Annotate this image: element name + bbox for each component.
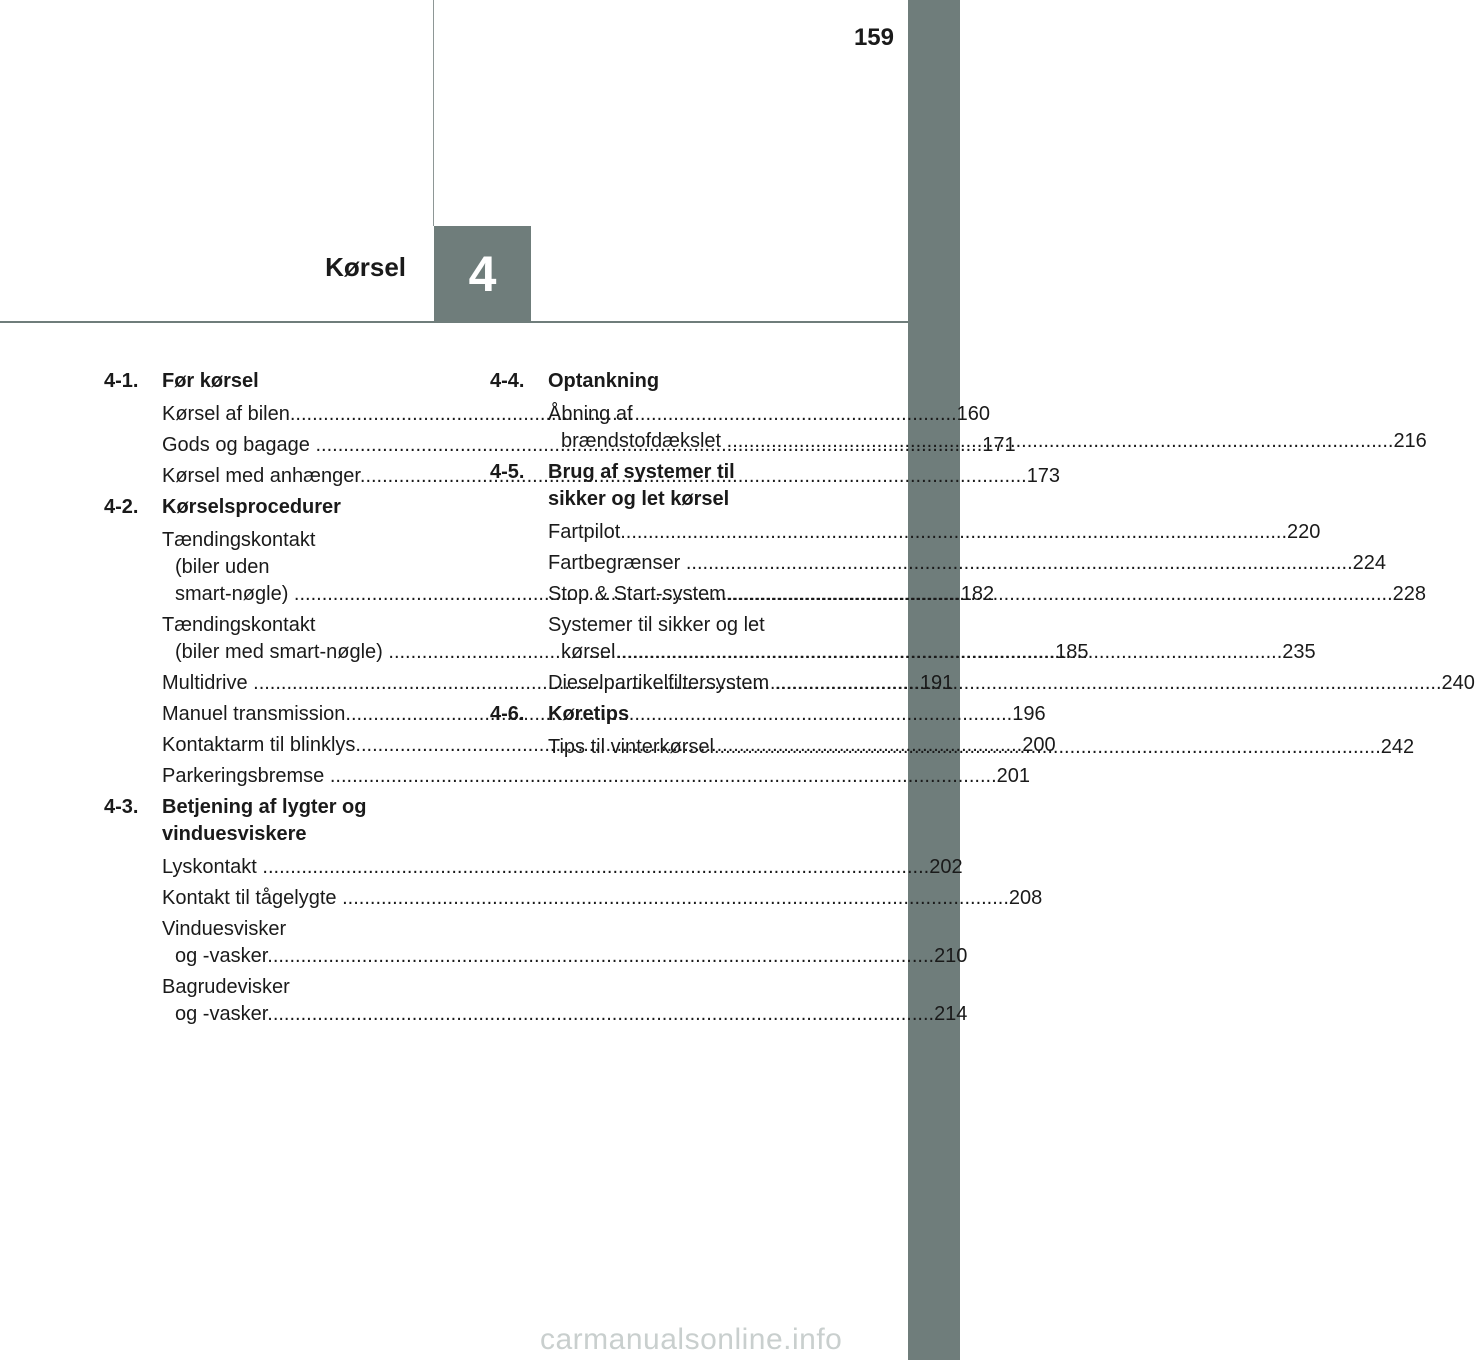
entry-page-number: 242	[1380, 736, 1415, 758]
chapter-number: 4	[468, 246, 497, 302]
entry-text-line: Kørsel med anhænger	[162, 465, 360, 487]
entry-text-line: brændstofdækslet	[561, 430, 727, 452]
entry-page-number: 240	[1441, 672, 1475, 694]
entry-text-line: (biler uden	[175, 556, 270, 578]
toc-entry[interactable]	[162, 854, 963, 881]
entry-text-line: Multidrive	[162, 672, 254, 694]
entry-page-number: 235	[1282, 641, 1316, 663]
section-title-line: vinduesviskere	[162, 823, 307, 845]
section-title-line: Kørselsprocedurer	[162, 496, 341, 518]
entry-text-line: Bagrudevisker	[162, 976, 290, 998]
section-title	[548, 459, 846, 513]
toc-entry[interactable]	[162, 885, 1043, 912]
entry-page-number: 200	[1022, 734, 1056, 756]
entry-last-line	[548, 519, 1321, 546]
section-title-line: Før kørsel	[162, 370, 259, 392]
section-title-line: Optankning	[548, 370, 660, 392]
entry-text-line: Kontakt til tågelygte	[162, 887, 343, 909]
entry-text-line: og -vasker	[175, 945, 268, 967]
toc-section-heading[interactable]	[490, 368, 846, 395]
chapter-title: Kørsel	[325, 252, 406, 282]
watermark: carmanualsonline.info	[540, 1323, 843, 1356]
section-title	[162, 794, 460, 848]
entry-text-line: Tips til vinterkørsel	[548, 736, 714, 758]
section-title	[548, 701, 846, 728]
entry-page-number: 202	[929, 856, 963, 878]
entry-last-line	[548, 550, 1387, 577]
section-number: 4-3.	[104, 796, 139, 818]
dot-leader	[726, 583, 1393, 605]
dot-leader	[267, 945, 934, 967]
entry-page-number: 220	[1287, 521, 1321, 543]
toc-section-heading[interactable]	[104, 794, 460, 848]
entry-text-line: Gods og bagage	[162, 434, 316, 456]
section-number: 4-6.	[490, 703, 525, 725]
toc-section-heading[interactable]	[490, 459, 846, 513]
entry-text-line: Systemer til sikker og let	[548, 614, 765, 636]
entry-last-line	[162, 943, 968, 970]
dot-leader	[727, 430, 1394, 452]
section-title-line: Betjening af lygter og	[162, 796, 367, 818]
dot-leader	[615, 641, 1282, 663]
entry-page-number: 228	[1392, 583, 1427, 605]
entry-text-line: Manuel transmission	[162, 703, 346, 725]
entry-last-line	[162, 763, 1031, 790]
section-title	[162, 494, 460, 521]
entry-page-number: 196	[1012, 703, 1046, 725]
dot-leader	[775, 672, 1442, 694]
entry-page-number: 224	[1352, 552, 1387, 574]
section-number: 4-5.	[490, 461, 525, 483]
toc-section-heading[interactable]	[104, 494, 460, 521]
toc-entry[interactable]	[548, 550, 1387, 577]
toc-entry[interactable]	[162, 763, 1031, 790]
entry-page-number: 216	[1393, 430, 1427, 452]
entry-page-number: 191	[919, 672, 954, 694]
section-number: 4-1.	[104, 370, 139, 392]
entry-text-line: smart-nøgle)	[175, 583, 294, 605]
entry-text-line: Kørsel af bilen	[162, 403, 290, 425]
entry-text-line: Åbning af	[548, 403, 633, 425]
entry-page-number: 171	[982, 434, 1016, 456]
section-title	[548, 368, 846, 395]
entry-text-line: Vinduesvisker	[162, 918, 287, 940]
entry-text-line: kørsel	[561, 641, 616, 663]
toc-section-heading[interactable]	[490, 701, 846, 728]
entry-page-number: 201	[996, 765, 1031, 787]
entry-page-number: 210	[934, 945, 968, 967]
dot-leader	[267, 1003, 934, 1025]
dot-leader	[686, 552, 1353, 574]
chapter-number-badge	[434, 226, 531, 322]
section-title-line: Brug af systemer til	[548, 461, 735, 483]
dot-leader	[714, 736, 1381, 758]
entry-text-line: Stop & Start-system	[548, 583, 726, 605]
section-number: 4-4.	[490, 370, 525, 392]
entry-page-number: 160	[956, 403, 991, 425]
entry-page-number: 185	[1055, 641, 1089, 663]
entry-last-line	[162, 885, 1043, 912]
entry-page-number: 173	[1026, 465, 1061, 487]
dot-leader	[620, 521, 1287, 543]
entry-text-line: Lyskontakt	[162, 856, 263, 878]
entry-text-line: Fartpilot	[548, 521, 621, 543]
toc-entry[interactable]	[548, 519, 1321, 546]
toc-entry[interactable]	[162, 974, 968, 1028]
section-title-line: Køretips	[548, 703, 630, 725]
entry-text-line: Parkeringsbremse	[162, 765, 330, 787]
entry-text-line: Dieselpartikelfiltersystem	[548, 672, 775, 694]
section-title-line: sikker og let kørsel	[548, 488, 730, 510]
toc-section-heading[interactable]	[104, 368, 460, 395]
section-title	[162, 368, 460, 395]
page-number: 159	[853, 24, 894, 51]
entry-page-number: 214	[934, 1003, 968, 1025]
entry-text-line: Tændingskontakt	[162, 614, 316, 636]
entry-text-line: Kontaktarm til blinklys	[162, 734, 356, 756]
header-divider-vertical	[433, 0, 434, 226]
entry-text-line: Tændingskontakt	[162, 529, 316, 551]
entry-last-line	[162, 854, 963, 881]
dot-leader	[342, 887, 1009, 909]
entry-page-number: 208	[1008, 887, 1043, 909]
entry-last-line	[162, 1001, 968, 1028]
entry-page-number: 182	[960, 583, 995, 605]
entry-text-line: Fartbegrænser	[548, 552, 686, 574]
toc-entry[interactable]	[162, 916, 968, 970]
entry-text-line: og -vasker	[175, 1003, 268, 1025]
dot-leader	[262, 856, 929, 878]
section-number: 4-2.	[104, 496, 139, 518]
dot-leader	[330, 765, 997, 787]
entry-text-line: (biler med smart-nøgle)	[175, 641, 389, 663]
